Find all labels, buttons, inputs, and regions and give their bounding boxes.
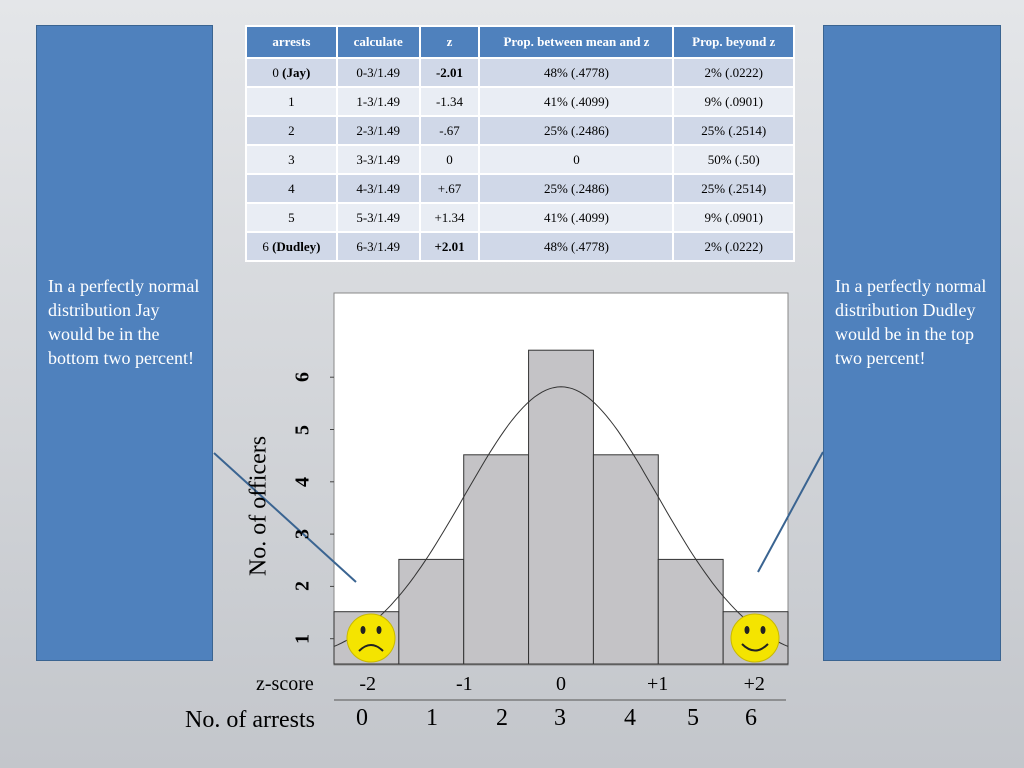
callout-dudley-text: In a perfectly normal distribution Dudley would be in the top two percent! — [835, 276, 987, 368]
cell-calculate: 0-3/1.49 — [337, 58, 420, 87]
arrest-tick-label: 4 — [624, 705, 636, 731]
arrests-count: 0 — [272, 64, 279, 80]
smiley-face-icon — [731, 614, 779, 662]
zscore-label: z-score — [256, 673, 314, 695]
sad-face-icon — [347, 614, 395, 662]
header-arrests: arrests — [246, 26, 337, 58]
zscore-tick-label: +1 — [646, 673, 669, 695]
y-tick-label: 3 — [291, 529, 314, 540]
arrest-tick-label: 0 — [356, 705, 368, 731]
cell-between: 0 — [479, 145, 673, 174]
cell-arrests: 2 — [246, 116, 337, 145]
y-tick-label: 1 — [291, 633, 314, 644]
histogram-bar — [529, 350, 594, 664]
histogram-bar — [464, 455, 529, 664]
cell-beyond: 25% (.2514) — [673, 116, 794, 145]
y-tick-label: 5 — [291, 424, 314, 435]
histogram-bar — [658, 559, 723, 664]
cell-z: 0 — [420, 145, 480, 174]
cell-beyond: 2% (.0222) — [673, 232, 794, 261]
y-axis-label: No. of officers — [245, 435, 272, 577]
histogram-bar — [593, 455, 658, 664]
cell-z: +.67 — [420, 174, 480, 203]
cell-z: +2.01 — [420, 232, 480, 261]
cell-calculate: 3-3/1.49 — [337, 145, 420, 174]
cell-beyond: 25% (.2514) — [673, 174, 794, 203]
arrest-tick-label: 6 — [745, 705, 757, 731]
cell-arrests: 5 — [246, 203, 337, 232]
cell-between: 48% (.4778) — [479, 232, 673, 261]
cell-between: 25% (.2486) — [479, 116, 673, 145]
cell-arrests: 1 — [246, 87, 337, 116]
header-prop-between: Prop. between mean and z — [479, 26, 673, 58]
arrest-tick-label: 3 — [554, 705, 566, 731]
cell-between: 41% (.4099) — [479, 203, 673, 232]
cell-beyond: 2% (.0222) — [673, 58, 794, 87]
histogram-bar — [399, 559, 464, 664]
cell-between: 25% (.2486) — [479, 174, 673, 203]
cell-calculate: 1-3/1.49 — [337, 87, 420, 116]
y-tick-marks — [330, 377, 334, 639]
header-z: z — [420, 26, 480, 58]
x-axis-label: No. of arrests — [185, 707, 315, 733]
zscore-tick-label: 0 — [556, 673, 566, 695]
cell-z: -.67 — [420, 116, 480, 145]
header-prop-beyond: Prop. beyond z — [673, 26, 794, 58]
arrests-count: 6 — [262, 238, 269, 254]
officer-name: (Dudley) — [272, 238, 321, 254]
zscore-tick-label: -1 — [456, 673, 473, 695]
zscore-tick-label: -2 — [359, 673, 377, 695]
cell-between: 48% (.4778) — [479, 58, 673, 87]
header-calculate: calculate — [337, 26, 420, 58]
cell-z: -1.34 — [420, 87, 480, 116]
cell-beyond: 9% (.0901) — [673, 203, 794, 232]
cell-arrests: 4 — [246, 174, 337, 203]
cell-beyond: 9% (.0901) — [673, 87, 794, 116]
y-tick-label: 2 — [291, 581, 314, 592]
cell-z: +1.34 — [420, 203, 480, 232]
arrest-tick-label: 2 — [496, 705, 508, 731]
cell-beyond: 50% (.50) — [673, 145, 794, 174]
cell-calculate: 5-3/1.49 — [337, 203, 420, 232]
arrest-tick-label: 5 — [687, 705, 699, 731]
cell-z: -2.01 — [420, 58, 480, 87]
cell-arrests: 3 — [246, 145, 337, 174]
callout-jay-text: In a perfectly normal distribution Jay would be in the bottom two percent! — [48, 276, 200, 368]
y-tick-label: 4 — [291, 476, 314, 487]
cell-between: 41% (.4099) — [479, 87, 673, 116]
officer-name: (Jay) — [282, 64, 311, 80]
cell-calculate: 6-3/1.49 — [337, 232, 420, 261]
cell-calculate: 2-3/1.49 — [337, 116, 420, 145]
y-tick-label: 6 — [291, 372, 314, 383]
cell-calculate: 4-3/1.49 — [337, 174, 420, 203]
arrest-tick-label: 1 — [426, 705, 438, 731]
zscore-tick-label: +2 — [743, 673, 765, 695]
